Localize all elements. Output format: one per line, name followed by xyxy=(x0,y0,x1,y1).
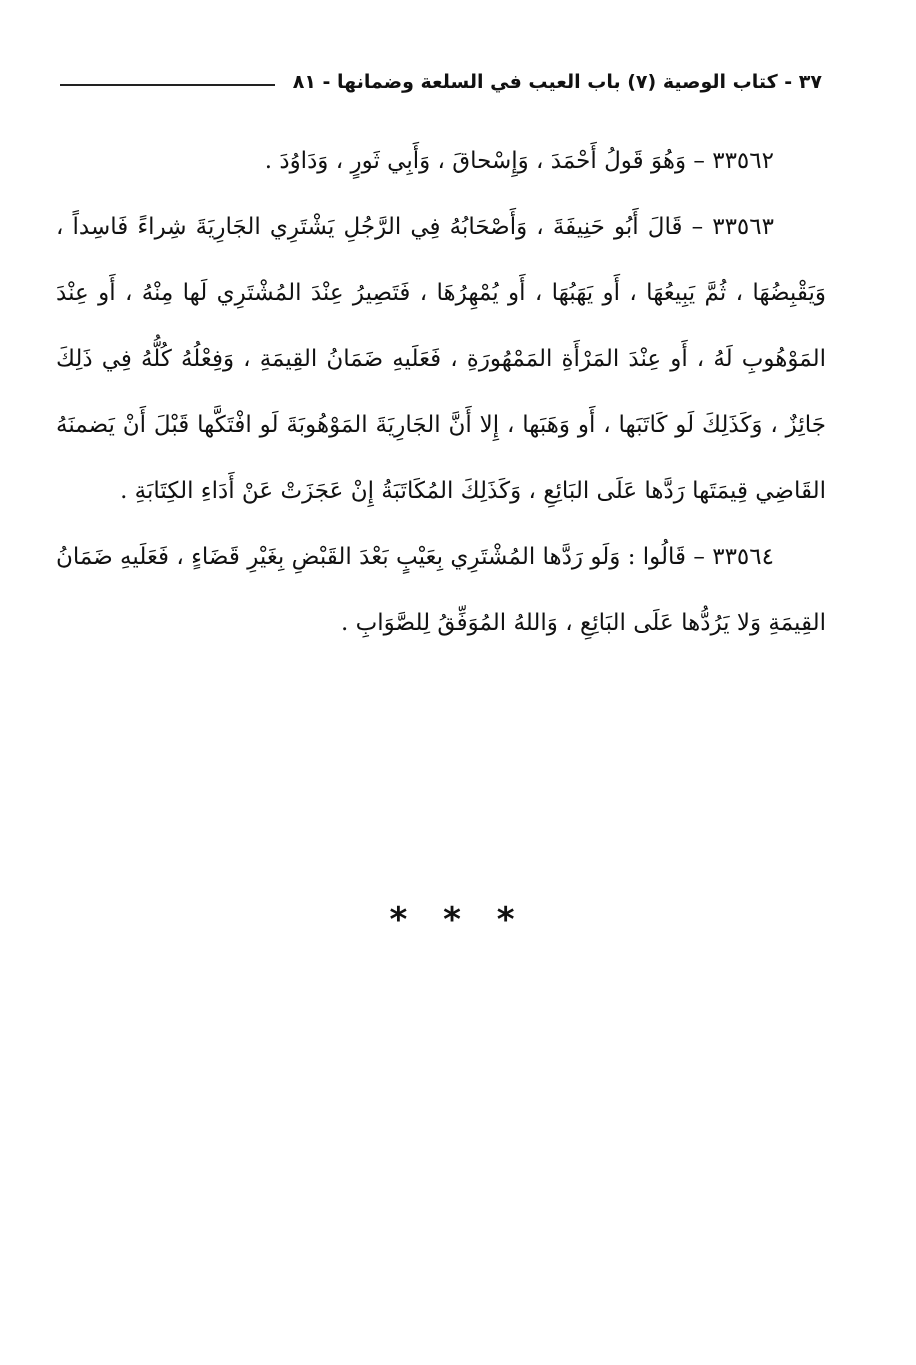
body-text xyxy=(56,128,826,656)
paragraph-number: ٣٣٥٦٤ xyxy=(712,544,774,570)
section-separator: * * * xyxy=(389,900,527,940)
running-header xyxy=(60,62,822,102)
paragraph-33562 xyxy=(56,128,826,194)
header-rule xyxy=(60,84,275,86)
paragraph-text: – قَالَ أَبُو حَنِيفَةَ ، وَأَصْحَابُهُ فِي الرَّجُلِ يَشْتَرِي الجَارِيَةَ شِراءً فَاسِداً ، وَيَقْبِضُهَا ، ثُمَّ يَبِيعُهَا ، أَو يَهَبُهَا ، أَو يُمْهِرُهَا ، فَتَصِيرُ عِنْدَ المُشْتَرِي لَها مِنْهُ ، أَو عِنْدَ المَوْهُوبِ لَهُ ، أَو عِنْدَ المَرْأَةِ المَمْهُورَةِ ، فَعَلَيهِ ضَمَانُ القِيمَةِ ، وَفِعْلُهُ كُلُّهُ فِي ذَلِكَ جَائِزٌ ، وَكَذَلِكَ لَو كَاتَبَها ، أَو وَهَبَها ، إِلا أَنَّ الجَارِيَةَ المَوْهُوبَةَ لَو افْتَكَّها قَبْلَ أَنْ يَضمنَهُ القَاضِي قِيمَتَها رَدَّها عَلَى البَائِعِ ، وَكَذَلِكَ المُكَاتَبَةُ إِنْ عَجَزَتْ عَنْ أَدَاءِ الكِتَابَةِ . xyxy=(56,214,826,504)
paragraph-33563 xyxy=(56,194,826,524)
paragraph-text: – وَهُوَ قَولُ أَحْمَدَ ، وَإِسْحاقَ ، وَأَبِي ثَورٍ ، وَدَاوُدَ . xyxy=(264,148,705,174)
running-title: ٣٧ - كتاب الوصية (٧) باب العيب في السلعة وضمانها - ٨١ xyxy=(292,71,822,93)
paragraph-number: ٣٣٥٦٣ xyxy=(712,214,774,240)
paragraph-text: – قَالُوا : وَلَو رَدَّها المُشْتَرِي بِعَيْبٍ بَعْدَ القَبْضِ بِغَيْرِ قَضَاءٍ ، فَعَلَيهِ ضَمَانُ القِيمَةِ وَلا يَرُدُّها عَلَى البَائِعِ ، وَاللهُ المُوَفِّقُ لِلصَّوَابِ . xyxy=(56,544,826,636)
paragraph-number: ٣٣٥٦٢ xyxy=(712,148,774,174)
paragraph-33564 xyxy=(56,524,826,656)
